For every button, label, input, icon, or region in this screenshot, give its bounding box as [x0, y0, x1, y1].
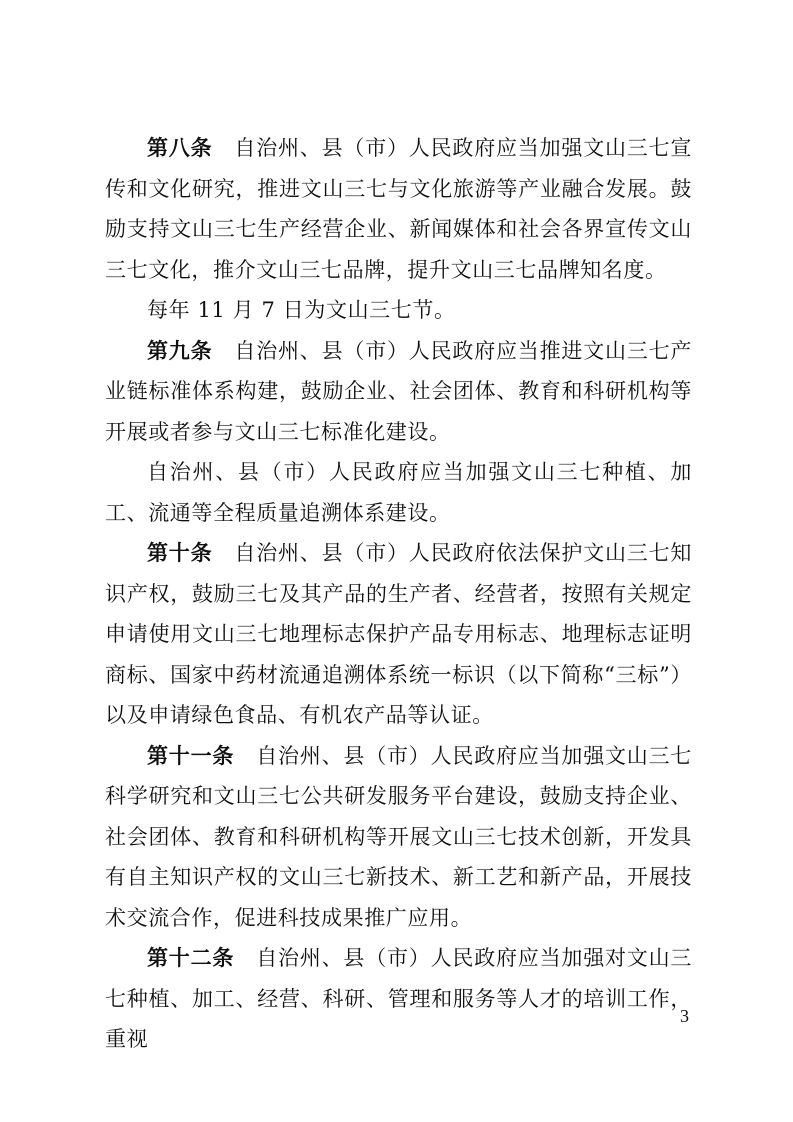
paragraph-article-9 — [105, 331, 692, 453]
paragraph-text: 自治州、县（市）人民政府依法保护文山三七知识产权，鼓励三七及其产品的生产者、经营者，按照有关规定申请使用文山三七地理标志保护产品专用标志、地理标志证明商标、国家中药材流通追溯体系统一标识（以下简称“三标”）以及申请绿色食品、有机农产品等认证。 — [105, 541, 692, 727]
paragraph-traceability — [105, 452, 692, 533]
article-heading: 第十二条 — [147, 946, 235, 970]
paragraph-text: 自治州、县（市）人民政府应当加强文山三七科学研究和文山三七公共研发服务平台建设，鼓励支持企业、社会团体、教育和科研机构等开展文山三七技术创新，开发具有自主知识产权的文山三七新技术、新工艺和新产品，开展技术交流合作，促进科技成果推广应用。 — [105, 743, 692, 930]
document-body — [105, 128, 692, 1060]
paragraph-text: 每年 11 月 7 日为文山三七节。 — [147, 298, 456, 322]
paragraph-article-12 — [105, 938, 692, 1060]
article-heading: 第九条 — [147, 338, 213, 363]
paragraph-text: 自治州、县（市）人民政府应当加强文山三七宣传和文化研究，推进文山三七与文化旅游等产业融合发展。鼓励支持文山三七生产经营企业、新闻媒体和社会各界宣传文山三七文化，推介文山三七品牌，提升文山三七品牌知名度。 — [105, 136, 692, 282]
article-heading: 第八条 — [147, 136, 213, 160]
page-number: 3 — [680, 1006, 689, 1026]
paragraph-festival-day — [105, 290, 692, 331]
article-heading: 第十一条 — [147, 743, 235, 768]
paragraph-text: 自治州、县（市）人民政府应当加强文山三七种植、加工、流通等全程质量追溯体系建设。 — [105, 460, 692, 525]
paragraph-article-8 — [105, 128, 692, 290]
article-heading: 第十条 — [147, 541, 213, 565]
paragraph-article-10 — [105, 533, 692, 736]
paragraph-article-11 — [105, 736, 692, 939]
paragraph-text: 自治州、县（市）人民政府应当加强对文山三七种植、加工、经营、科研、管理和服务等人才的培训工作，重视 — [105, 946, 692, 1051]
paragraph-text: 自治州、县（市）人民政府应当推进文山三七产业链标准体系构建，鼓励企业、社会团体、教育和科研机构等开展或者参与文山三七标准化建设。 — [105, 338, 692, 444]
